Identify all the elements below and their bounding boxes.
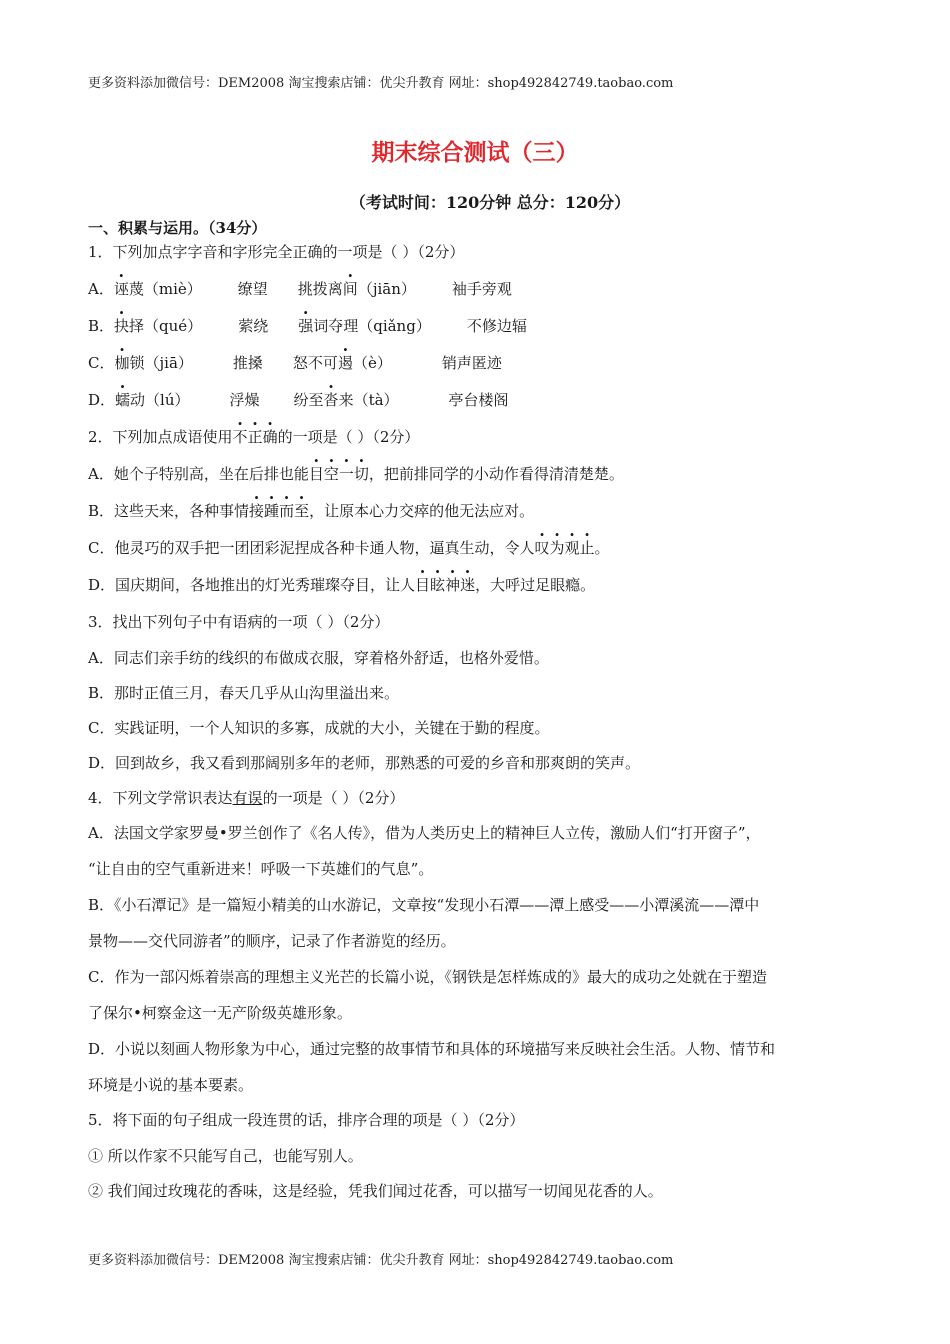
q1-option-c: C．枷锁（jiā） 推搡 怒不可遏（è） 销声匿迹 xyxy=(88,354,502,372)
q4-option-b-line1: B．《小石潭记》是一篇短小精美的山水游记，文章按“发现小石潭——潭上感受——小潭溪流——潭中 xyxy=(88,896,760,914)
q5-sentence-2: ② 我们闻过玫瑰花的香味，这是经验，凭我们闻过花香，可以描写一切闻见花香的人。 xyxy=(88,1182,663,1200)
q3-option-d: D．回到故乡，我又看到那阔别多年的老师，那熟悉的可爱的乡音和那爽朗的笑声。 xyxy=(88,754,641,772)
question-5-stem: 5．将下面的句子组成一段连贯的话，排序合理的项是（ ）（2分） xyxy=(88,1111,525,1129)
q1-option-d: D．蠕动（lú） 浮燥 纷至沓来（tà） 亭台楼阁 xyxy=(88,391,509,409)
q3-option-b: B．那时正值三月，春天几乎从山沟里溢出来。 xyxy=(88,684,400,702)
exam-info: （考试时间：120分钟 总分：120分） xyxy=(349,193,631,212)
q1-option-b: B．抉择（qué） 萦绕 强词夺理（qiǎng） 不修边辐 xyxy=(88,317,527,335)
q5-sentence-1: ① 所以作家不只能写自己，也能写别人。 xyxy=(88,1147,363,1165)
question-3-stem: 3．找出下列句子中有语病的一项（ ）（2分） xyxy=(88,613,390,631)
question-2-stem: 2．下列加点成语使用不正确的一项是（ ）（2分） xyxy=(88,428,420,446)
q4-option-d-line2: 环境是小说的基本要素。 xyxy=(88,1076,254,1094)
q4-option-a-line1: A．法国文学家罗曼•罗兰创作了《名人传》，借为人类历史上的精神巨人立传，激励人们“打开窗子”， xyxy=(88,824,761,842)
page-title: 期末综合测试（三） xyxy=(371,140,579,166)
page-footer: 更多资料添加微信号：DEM2008 淘宝搜索店铺：优尖升教育 网址：shop492842749.taobao.com xyxy=(88,1253,674,1268)
q3-option-a: A．同志们亲手纺的线织的布做成衣服，穿着格外舒适，也格外爱惜。 xyxy=(88,649,549,667)
q2-option-b: B．这些天来，各种事情接踵而至，让原本心力交瘁的他无法应对。 xyxy=(88,502,535,520)
q3-option-c: C．实践证明，一个人知识的多寡，成就的大小，关键在于勤的程度。 xyxy=(88,719,550,737)
q2-option-c: C．他灵巧的双手把一团团彩泥捏成各种卡通人物，逼真生动，令人叹为观止。 xyxy=(88,539,610,557)
q4-option-a-line2: “让自由的空气重新进来！呼吸一下英雄们的气息”。 xyxy=(88,860,434,878)
q1-option-a: A．诬蔑（miè） 缭望 挑拨离间（jiān） 袖手旁观 xyxy=(88,280,512,298)
q2-option-a: A．她个子特别高，坐在后排也能目空一切，把前排同学的小动作看得清清楚楚。 xyxy=(88,465,624,483)
q2-option-d: D．国庆期间，各地推出的灯光秀璀璨夺目，让人目眩神迷，大呼过足眼瘾。 xyxy=(88,576,596,594)
q4-option-b-line2: 景物——交代同游者”的顺序，记录了作者游览的经历。 xyxy=(88,932,456,950)
q4-option-c-line1: C．作为一部闪烁着崇高的理想主义光芒的长篇小说，《钢铁是怎样炼成的》最大的成功之处就在于塑造 xyxy=(88,968,767,986)
question-1-stem: 1．下列加点字字音和字形完全正确的一项是（ ）（2分） xyxy=(88,243,465,261)
q4-option-d-line1: D．小说以刻画人物形象为中心，通过完整的故事情节和具体的环境描写来反映社会生活。人物、情节和 xyxy=(88,1040,776,1058)
q4-option-c-line2: 了保尔•柯察金这一无产阶级英雄形象。 xyxy=(88,1004,352,1022)
page-header: 更多资料添加微信号：DEM2008 淘宝搜索店铺：优尖升教育 网址：shop492842749.taobao.com xyxy=(88,76,674,91)
section-heading: 一、积累与运用。（34分） xyxy=(88,219,267,237)
question-4-stem: 4．下列文学常识表达有误的一项是（ ）（2分） xyxy=(88,789,405,807)
